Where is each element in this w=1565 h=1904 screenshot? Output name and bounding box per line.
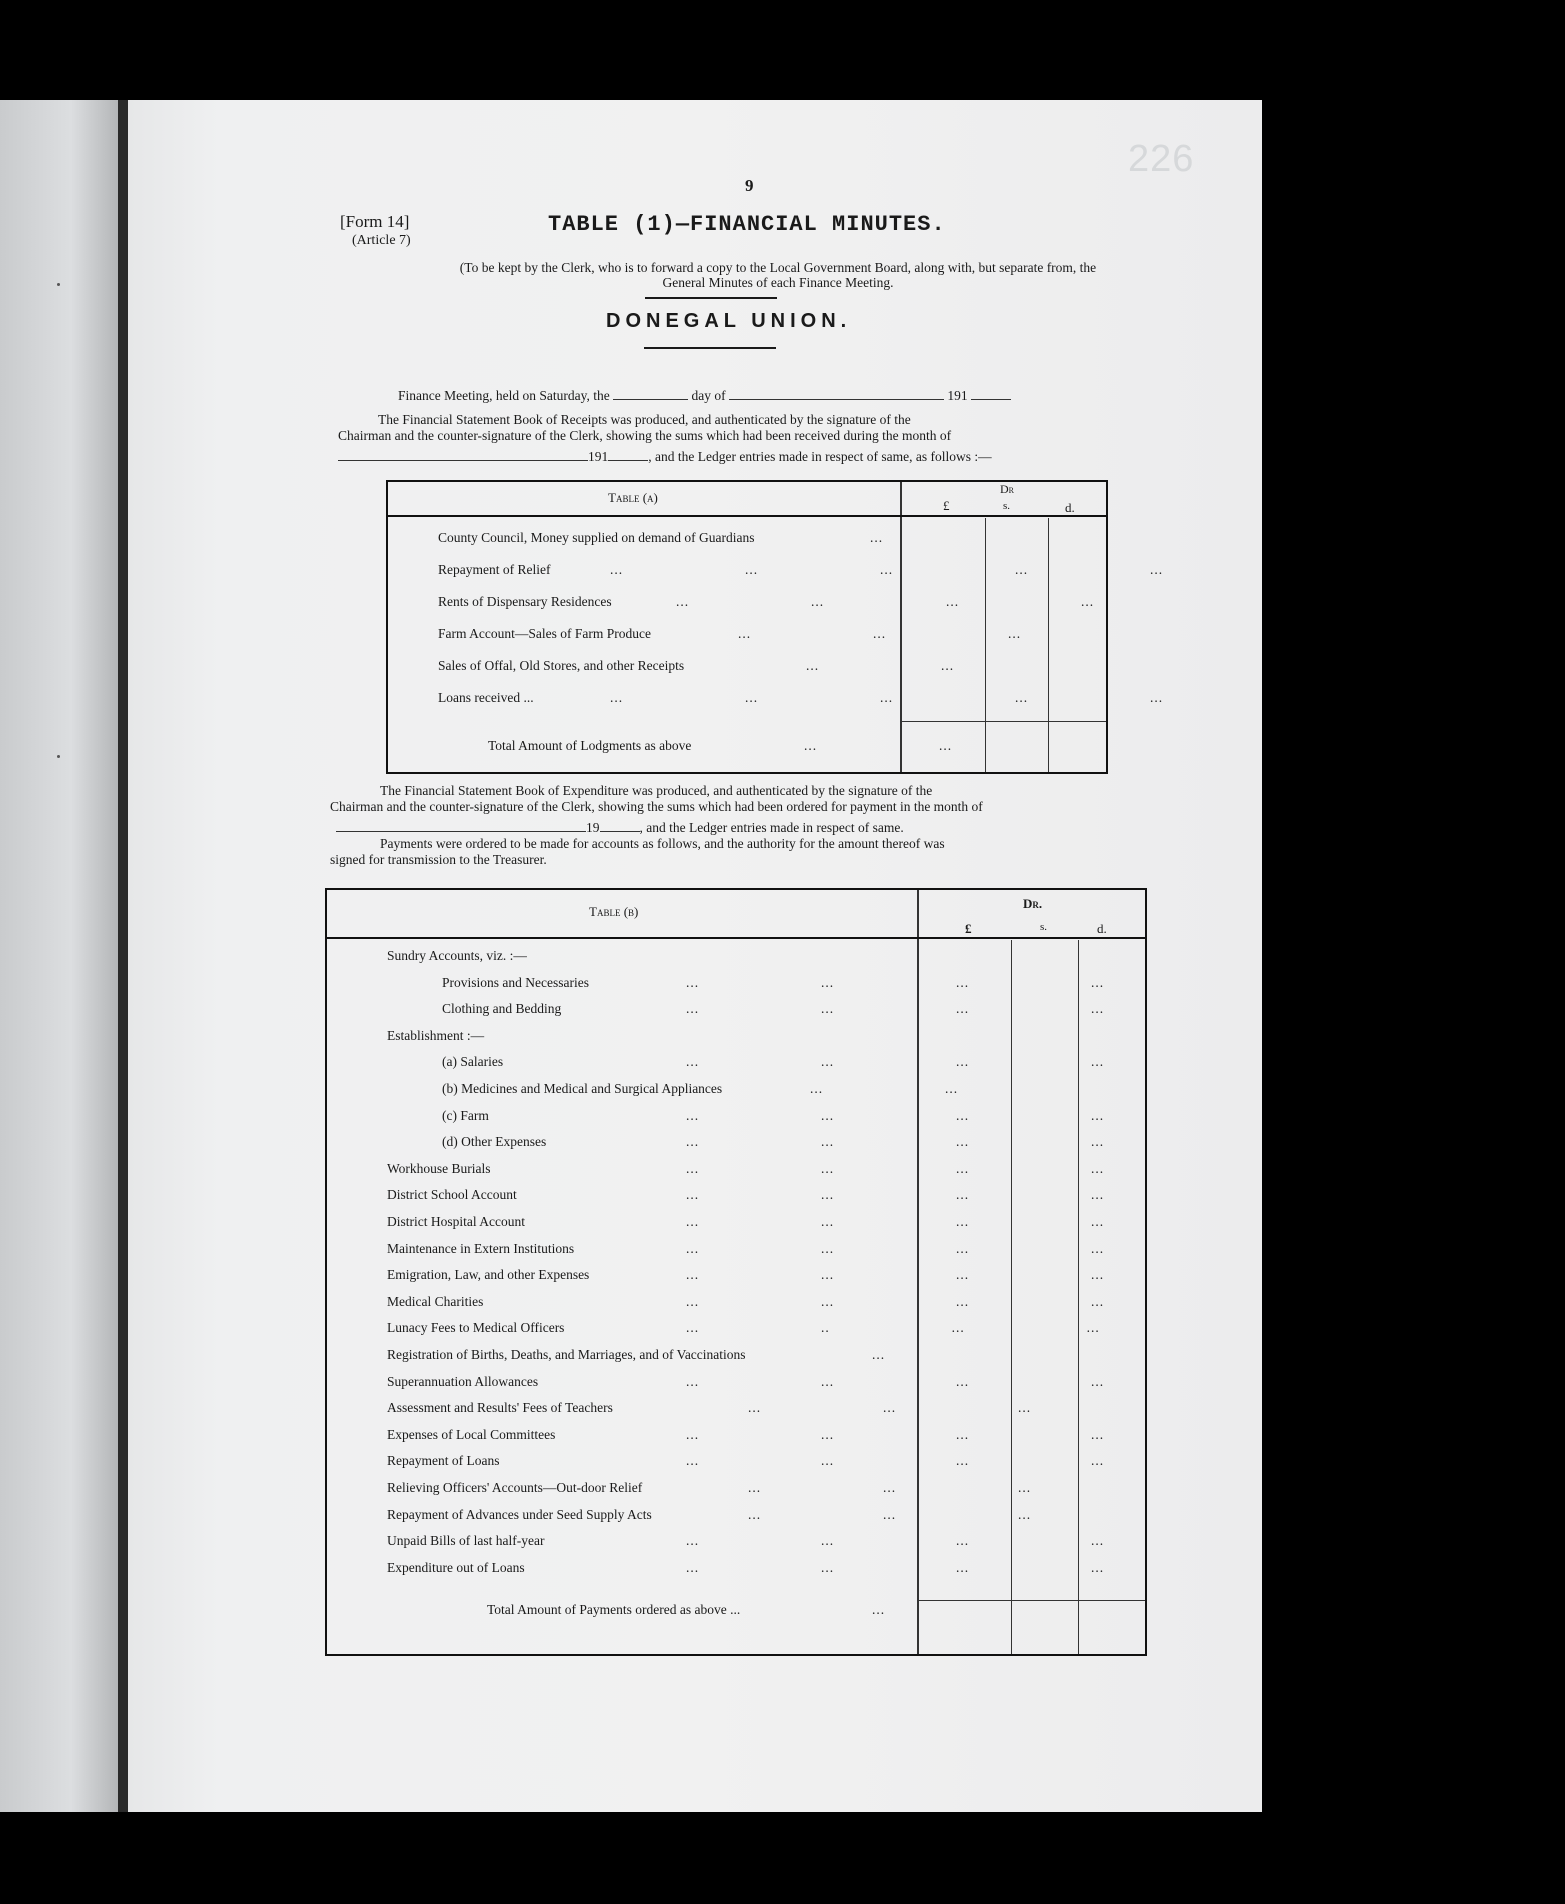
- expenditure-month-blank[interactable]: [336, 821, 586, 832]
- table-row: Medical Charities: [387, 1294, 484, 1309]
- leader-dots: ... ... ... ...: [686, 1241, 1105, 1256]
- receipts-line1: The Financial Statement Book of Receipts was produced, and authenticated by the signature of the: [378, 412, 911, 427]
- table-row: Workhouse Burials: [387, 1161, 491, 1176]
- leader-dots: ... ... ...: [748, 1507, 1032, 1522]
- receipts-paragraph: [338, 412, 1218, 444]
- leader-dots: ... ... ... ...: [686, 1108, 1105, 1123]
- table-b: [325, 888, 1147, 1656]
- table-b-pound-header: £: [965, 921, 972, 936]
- table-row: Sundry Accounts, viz. :—: [387, 948, 527, 963]
- leader-dots: ... ... ... ...: [686, 1453, 1105, 1468]
- leader-dots: ... ... ... ...: [686, 1560, 1105, 1575]
- document-page: [128, 100, 1262, 1812]
- leader-dots: ... ... ... ...: [686, 1214, 1105, 1229]
- form-label: [Form 14]: [340, 212, 410, 231]
- union-name: DONEGAL UNION.: [606, 310, 852, 332]
- meeting-line: [398, 388, 1011, 404]
- receipts-year-blank[interactable]: [608, 450, 648, 461]
- table-row: District Hospital Account: [387, 1214, 525, 1229]
- subtitle-line1: (To be kept by the Clerk, who is to forward a copy to the Local Government Board, along with, but separate from, the: [459, 260, 1097, 275]
- expenditure-year: 19: [586, 820, 600, 835]
- table-row: Superannuation Allowances: [387, 1374, 539, 1389]
- page-title: TABLE (1)—FINANCIAL MINUTES.: [548, 212, 946, 237]
- table-b-total: Total Amount of Payments ordered as above ...: [487, 1602, 741, 1617]
- table-row: Provisions and Necessaries: [442, 975, 589, 990]
- meeting-day-of: day of: [691, 388, 726, 403]
- receipts-year: 191: [588, 449, 609, 464]
- speck: [57, 755, 60, 758]
- expenditure-year-blank[interactable]: [600, 821, 640, 832]
- subtitle-line2: General Minutes of each Finance Meeting.: [662, 275, 894, 290]
- month-blank[interactable]: [729, 389, 944, 400]
- table-row: Farm Account—Sales of Farm Produce: [438, 626, 651, 641]
- table-row: County Council, Money supplied on demand of Guardians: [438, 530, 755, 545]
- meeting-year: 191: [947, 388, 968, 403]
- left-page-edge: [0, 100, 118, 1812]
- leader-dots: ... ... ... ...: [686, 1427, 1105, 1442]
- leader-dots: ...: [872, 1347, 886, 1362]
- leader-dots: ... ... ...: [748, 1480, 1032, 1495]
- table-a-col-divider: [985, 518, 986, 772]
- leader-dots: ... ... ... ...: [686, 1374, 1105, 1389]
- article-label: (Article 7): [352, 233, 411, 248]
- table-b-title: Table (b): [589, 904, 639, 919]
- leader-dots: ... ... ... ...: [686, 1054, 1105, 1069]
- year-blank[interactable]: [971, 389, 1011, 400]
- table-row: (a) Salaries: [442, 1054, 504, 1069]
- table-row: Registration of Births, Deaths, and Marriages, and of Vaccinations: [387, 1347, 746, 1362]
- expenditure-line3: [336, 820, 904, 836]
- leader-dots: ... .. ... ...: [686, 1320, 1100, 1335]
- leader-dots: ... ... ... ...: [686, 1267, 1105, 1282]
- table-row: (d) Other Expenses: [442, 1134, 547, 1149]
- table-b-header-rule: [327, 937, 1145, 939]
- leader-dots: ... ... ... ...: [676, 594, 1095, 609]
- table-row: Repayment of Relief: [438, 562, 551, 577]
- table-row: Unpaid Bills of last half-year: [387, 1533, 545, 1548]
- leader-dots: ... ...: [810, 1081, 959, 1096]
- table-row: (b) Medicines and Medical and Surgical Appliances: [442, 1081, 723, 1096]
- leader-dots: ... ... ... ...: [686, 1533, 1105, 1548]
- receipts-line3: [338, 449, 992, 465]
- table-a-total: Total Amount of Lodgments as above: [488, 738, 692, 753]
- table-a-shilling-header: s.: [1003, 500, 1011, 512]
- leader-dots: ... ... ... ... ...: [610, 690, 1164, 705]
- leader-dots: ... ... ... ... ...: [610, 562, 1164, 577]
- table-a-title: Table (a): [608, 490, 658, 505]
- leader-dots: ... ... ...: [748, 1400, 1032, 1415]
- table-row: Loans received ...: [438, 690, 534, 705]
- table-row: Repayment of Advances under Seed Supply Acts: [387, 1507, 652, 1522]
- table-row: Establishment :—: [387, 1028, 485, 1043]
- expenditure-paragraph: [330, 783, 1220, 815]
- table-row: Maintenance in Extern Institutions: [387, 1241, 575, 1256]
- table-a-total-rule: [900, 721, 1106, 722]
- table-row: Expenditure out of Loans: [387, 1560, 525, 1575]
- table-a-pound-header: £: [943, 498, 950, 513]
- table-row: Rents of Dispensary Residences: [438, 594, 612, 609]
- table-a-dr: Dr: [1000, 482, 1015, 496]
- receipts-line2: Chairman and the counter-signature of the Clerk, showing the sums which had been received during the month of: [338, 428, 952, 443]
- page-stamp: 226: [1128, 138, 1195, 180]
- table-a: [386, 480, 1164, 774]
- leader-dots: ...: [872, 1602, 886, 1617]
- table-a-col-divider: [1048, 518, 1049, 772]
- leader-dots: ... ...: [806, 658, 955, 673]
- table-row: (c) Farm: [442, 1108, 489, 1123]
- speck: [57, 283, 60, 286]
- divider: [645, 297, 777, 299]
- table-a-header-rule: [388, 515, 1106, 517]
- receipts-month-blank[interactable]: [338, 450, 588, 461]
- leader-dots: ... ... ... ...: [686, 975, 1105, 990]
- expenditure-line4: Payments were ordered to be made for accounts as follows, and the authority for the amount thereof was: [380, 836, 945, 851]
- table-row: Clothing and Bedding: [442, 1001, 562, 1016]
- leader-dots: ...: [870, 530, 884, 545]
- table-row: Relieving Officers' Accounts—Out-door Relief: [387, 1480, 643, 1495]
- table-row: Assessment and Results' Fees of Teachers: [387, 1400, 613, 1415]
- table-row: District School Account: [387, 1187, 517, 1202]
- table-row: Emigration, Law, and other Expenses: [387, 1267, 590, 1282]
- table-b-pence-header: d.: [1097, 921, 1107, 936]
- table-b-total-rule: [917, 1600, 1145, 1601]
- day-blank[interactable]: [613, 389, 688, 400]
- expenditure-line1: The Financial Statement Book of Expenditure was produced, and authenticated by the signature of the: [380, 783, 933, 798]
- receipts-line3-rest: , and the Ledger entries made in respect of same, as follows :—: [648, 449, 992, 464]
- expenditure-line3-rest: , and the Ledger entries made in respect of same.: [639, 820, 904, 835]
- table-row: Sales of Offal, Old Stores, and other Receipts: [438, 658, 685, 673]
- leader-dots: ... ... ... ...: [686, 1134, 1105, 1149]
- divider: [644, 347, 776, 349]
- expenditure-paragraph-2: [330, 836, 1220, 868]
- table-b-dr: Dr.: [1023, 896, 1043, 911]
- leader-dots: ... ... ... ...: [686, 1294, 1105, 1309]
- table-a-pence-header: d.: [1065, 500, 1075, 515]
- meeting-prefix: Finance Meeting, held on Saturday, the: [398, 388, 610, 403]
- table-b-shilling-header: s.: [1040, 921, 1048, 933]
- expenditure-line2: Chairman and the counter-signature of the Clerk, showing the sums which had been ordered for payment in the month of: [330, 799, 983, 814]
- table-row: Lunacy Fees to Medical Officers: [387, 1320, 565, 1335]
- leader-dots: ... ... ... ...: [686, 1187, 1105, 1202]
- table-row: Repayment of Loans: [387, 1453, 500, 1468]
- table-row: Expenses of Local Committees: [387, 1427, 556, 1442]
- subtitle: [338, 260, 1218, 290]
- leader-dots: ... ... ... ...: [686, 1161, 1105, 1176]
- leader-dots: ... ...: [804, 738, 953, 753]
- leader-dots: ... ... ...: [738, 626, 1022, 641]
- expenditure-line5: signed for transmission to the Treasurer.: [330, 852, 547, 867]
- leader-dots: ... ... ... ...: [686, 1001, 1105, 1016]
- book-gutter: [118, 100, 128, 1812]
- page-number: 9: [745, 176, 754, 195]
